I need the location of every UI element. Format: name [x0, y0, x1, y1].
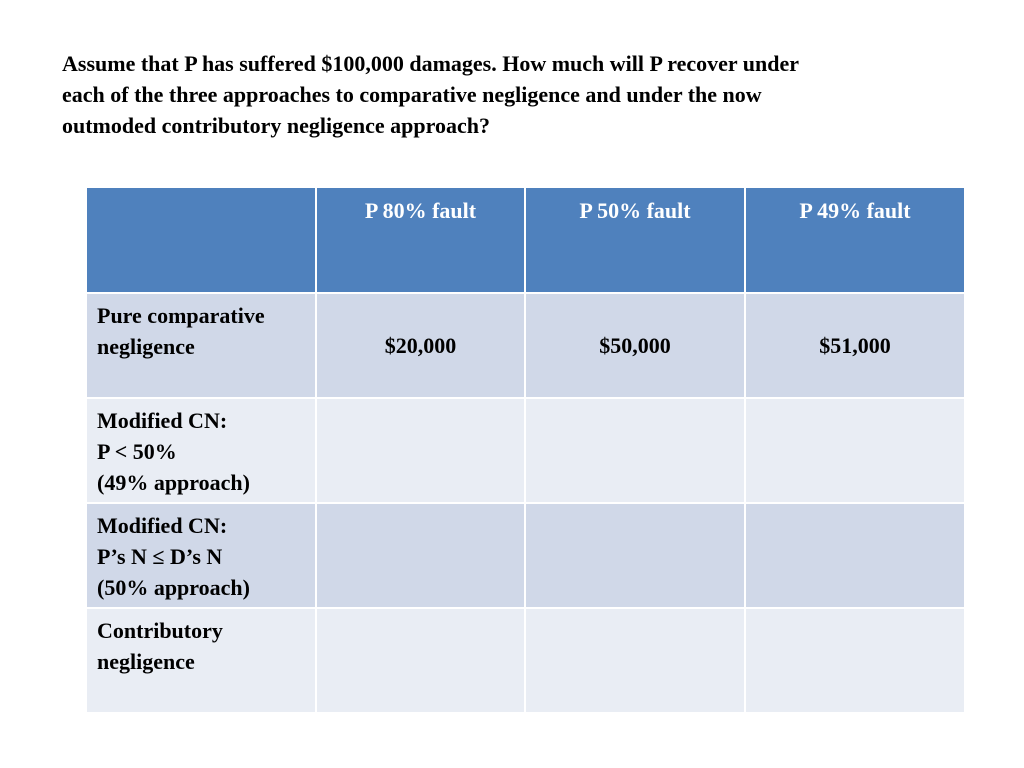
header-cell-p50: P 50% fault	[525, 187, 745, 293]
row-label-line: Contributory	[97, 618, 223, 643]
table-cell	[316, 503, 525, 608]
header-cell-p49: P 49% fault	[745, 187, 965, 293]
table-cell	[745, 398, 965, 503]
question-line: each of the three approaches to comparative negligence and under the now	[62, 82, 762, 107]
question-line: outmoded contributory negligence approach?	[62, 113, 490, 138]
row-label-pure-comparative	[86, 293, 316, 398]
row-label-line: negligence	[97, 649, 195, 674]
row-label-line: Pure comparative	[97, 303, 265, 328]
table-cell: $50,000	[525, 293, 745, 398]
table-cell	[745, 503, 965, 608]
row-label-line: (50% approach)	[97, 575, 250, 600]
table-header-row	[86, 187, 965, 293]
table-cell	[525, 503, 745, 608]
question-text	[62, 48, 962, 141]
table-cell	[316, 398, 525, 503]
row-label-line: P < 50%	[97, 439, 177, 464]
table-cell: $51,000	[745, 293, 965, 398]
header-cell-empty	[86, 187, 316, 293]
row-label-modified-49	[86, 398, 316, 503]
table-cell	[745, 608, 965, 713]
row-label-modified-50	[86, 503, 316, 608]
row-label-line: Modified CN:	[97, 513, 228, 538]
table-cell: $20,000	[316, 293, 525, 398]
negligence-table	[85, 186, 966, 714]
table-row	[86, 398, 965, 503]
table-cell	[316, 608, 525, 713]
table-cell	[525, 398, 745, 503]
question-line: Assume that P has suffered $100,000 damages. How much will P recover under	[62, 51, 799, 76]
row-label-line: P’s N ≤ D’s N	[97, 544, 223, 569]
table-cell	[525, 608, 745, 713]
header-cell-p80: P 80% fault	[316, 187, 525, 293]
row-label-line: negligence	[97, 334, 195, 359]
table-row	[86, 608, 965, 713]
table-row	[86, 293, 965, 398]
table-row	[86, 503, 965, 608]
row-label-line: Modified CN:	[97, 408, 228, 433]
row-label-contributory	[86, 608, 316, 713]
row-label-line: (49% approach)	[97, 470, 250, 495]
